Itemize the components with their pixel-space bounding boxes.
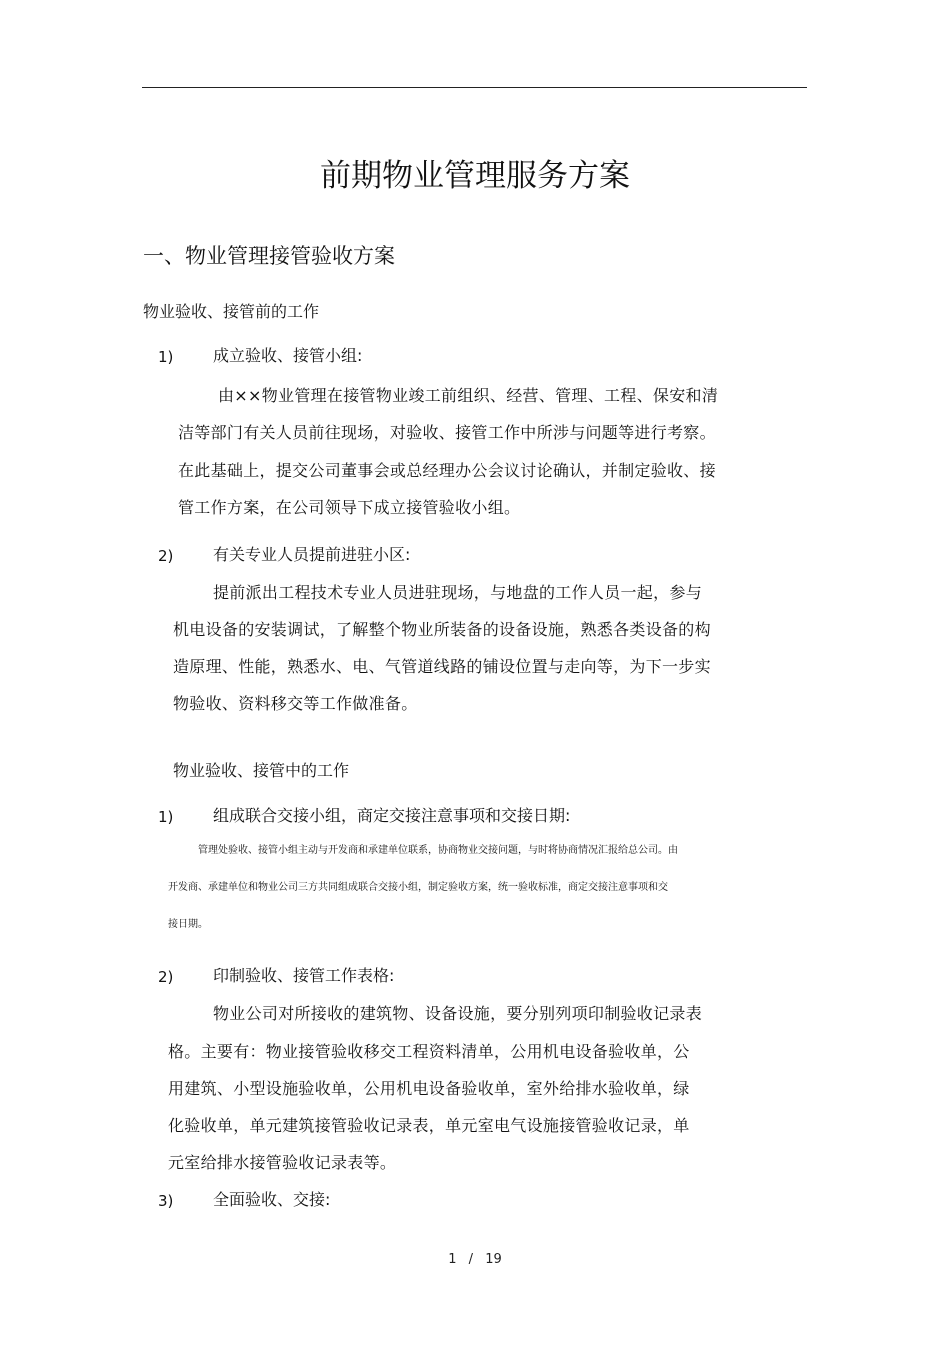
paragraph-line: 洁等部门有关人员前往现场，对验收、接管工作中所涉与问题等进行考察。 (178, 423, 716, 442)
section-title: 物业验收、接管前的工作 (143, 302, 320, 321)
page-separator: / (468, 1252, 474, 1267)
paragraph-line: 接日期。 (168, 919, 208, 930)
paragraph-line: 物验收、资料移交等工作做准备。 (173, 694, 418, 713)
item-number: 3) (158, 1192, 174, 1210)
item-number: 1) (158, 808, 174, 826)
paragraph-line: 提前派出工程技术专业人员进驻现场，与地盘的工作人员一起，参与 (213, 583, 703, 602)
item-title: 有关专业人员提前进驻小区: (213, 545, 411, 564)
paragraph-line: 开发商、承建单位和物业公司三方共同组成联合交接小组，制定验收方案，统一验收标准，商定交接注意事项和交 (168, 882, 668, 893)
item-title: 组成联合交接小组，商定交接注意事项和交接日期: (213, 806, 571, 825)
page-number (0, 1251, 950, 1269)
paragraph-line: 格。主要有：物业接管验收移交工程资料清单，公用机电设备验收单，公 (168, 1042, 690, 1061)
item-title: 印制验收、接管工作表格: (213, 966, 395, 985)
header-rule (142, 87, 807, 88)
current-page: 1 (448, 1252, 457, 1267)
total-pages: 19 (485, 1252, 502, 1267)
paragraph-line: 管理处验收、接管小组主动与开发商和承建单位联系，协商物业交接问题，与时将协商情况汇报给总公司。由 (198, 845, 678, 856)
item-number: 2) (158, 968, 174, 986)
paragraph-line: 用建筑、小型设施验收单，公用机电设备验收单，室外给排水验收单，绿 (168, 1079, 690, 1098)
paragraph-line: 管工作方案，在公司领导下成立接管验收小组。 (178, 498, 521, 517)
paragraph-line: 物业公司对所接收的建筑物、设备设施，要分别列项印制验收记录表 (213, 1004, 703, 1023)
section-title: 物业验收、接管中的工作 (173, 761, 350, 780)
item-title: 全面验收、交接: (213, 1190, 331, 1209)
paragraph-line: 机电设备的安装调试，了解整个物业所装备的设备设施，熟悉各类设备的构 (173, 620, 711, 639)
paragraph-line: 元室给排水接管验收记录表等。 (168, 1153, 397, 1172)
paragraph-line: 化验收单，单元建筑接管验收记录表，单元室电气设施接管验收记录，单 (168, 1116, 690, 1135)
heading-1: 一、物业管理接管验收方案 (143, 244, 395, 268)
item-title: 成立验收、接管小组: (213, 346, 363, 365)
document-title: 前期物业管理服务方案 (320, 158, 630, 194)
paragraph-line: 由××物业管理在接管物业竣工前组织、经营、管理、工程、保安和清 (218, 386, 719, 405)
item-number: 1) (158, 348, 174, 366)
paragraph-line: 造原理、性能，熟悉水、电、气管道线路的铺设位置与走向等，为下一步实 (173, 657, 711, 676)
paragraph-line: 在此基础上，提交公司董事会或总经理办公会议讨论确认，并制定验收、接 (178, 461, 716, 480)
item-number: 2) (158, 547, 174, 565)
